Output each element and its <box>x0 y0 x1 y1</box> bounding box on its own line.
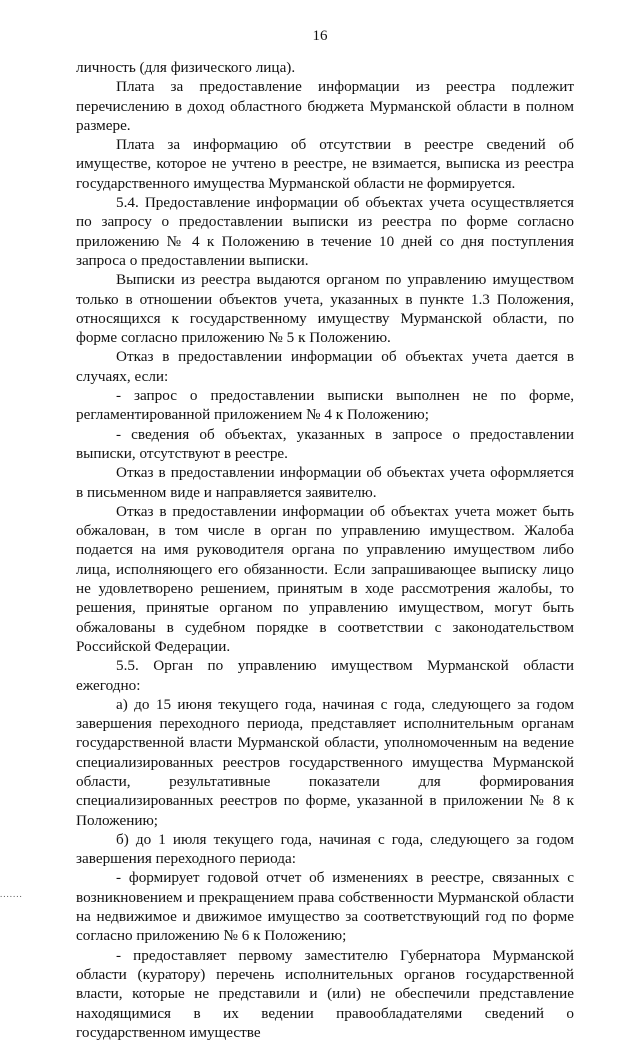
scan-edge-mark: ....... <box>0 889 23 899</box>
list-item-a: а) до 15 июня текущего года, начиная с года, следующего за годом завершения переходного периода, представляет исполнительным органам государственной власти Мурманской области, уполномоченным на ведение специализированных реестров государственного имущества Мурманской области, результативные показатели для формирования специализированных реестров по форме, указанной в приложении № 8 к Положению; <box>76 695 574 829</box>
list-item-refusal-absent: - сведения об объектах, указанных в запросе о предоставлении выписки, отсутствуют в реестре. <box>76 425 574 462</box>
list-item-b: б) до 1 июля текущего года, начиная с года, следующего за годом завершения переходного периода: <box>76 830 574 868</box>
paragraph-payment-budget: Плата за предоставление информации из реестра подлежит перечислению в доход областного бюджета Мурманской области в полном размере. <box>76 78 574 134</box>
paragraph-refusal-appeal: Отказ в предоставлении информации об объектах учета может быть обжалован, в том числе в орган по управлению имуществом. Жалоба подается на имя руководителя органа по управлению имуществом либо лица, исполняющего его обязанности. Если запрашивающее выписку лицо не удовлетворено решением, принятым в ходе рассмотрения жалобы, то решения, принятые органом по управлению имуществом, могут быть обжалованы в судебном порядке в соответствии с законодательством Российской Федерации. <box>76 502 574 655</box>
paragraph-5-5: 5.5. Орган по управлению имуществом Мурманской области ежегодно: <box>76 657 574 694</box>
paragraph-payment-absence: Плата за информацию об отсутствии в реестре сведений об имуществе, которое не учтено в реестре, не взимается, выписка из реестра государственного имущества Мурманской области не формируется. <box>76 136 574 192</box>
paragraph-refusal-cases: Отказ в предоставлении информации об объектах учета дается в случаях, если: <box>76 348 574 385</box>
paragraph-extracts-issued: Выписки из реестра выдаются органом по управлению имуществом только в отношении объектов учета, указанных в пункте 1.3 Положения, относящихся к государственному имуществу Мурманской области, по форме согласно приложению № 5 к Положению. <box>76 271 574 347</box>
list-item-annual-report: - формирует годовой отчет об изменениях в реестре, связанных с возникновением и прекращением права собственности Мурманской области на недвижимое и движимое имущество за соответствующий год по форме согласно приложению № 6 к Положению; <box>76 869 574 945</box>
document-body <box>76 58 574 1042</box>
page-number: 16 <box>312 28 328 44</box>
paragraph-continuation: личность (для физического лица). <box>76 59 296 76</box>
paragraph-refusal-written: Отказ в предоставлении информации об объектах учета оформляется в письменном виде и направляется заявителю. <box>76 464 574 501</box>
paragraph-5-4: 5.4. Предоставление информации об объектах учета осуществляется по запросу о предоставлении выписки из реестра по форме согласно приложению № 4 к Положению в течение 10 дней со дня поступления запроса о предоставлении выписки. <box>76 194 574 269</box>
list-item-refusal-form: - запрос о предоставлении выписки выполнен не по форме, регламентированной приложением № 4 к Положению; <box>76 387 574 424</box>
list-item-curator-list: - предоставляет первому заместителю Губернатора Мурманской области (куратору) перечень исполнительных органов государственной власти, которые не представили и (или) не обеспечили представление находящимися в их ведении правообладателями сведений о государственном имуществе <box>76 946 574 1041</box>
